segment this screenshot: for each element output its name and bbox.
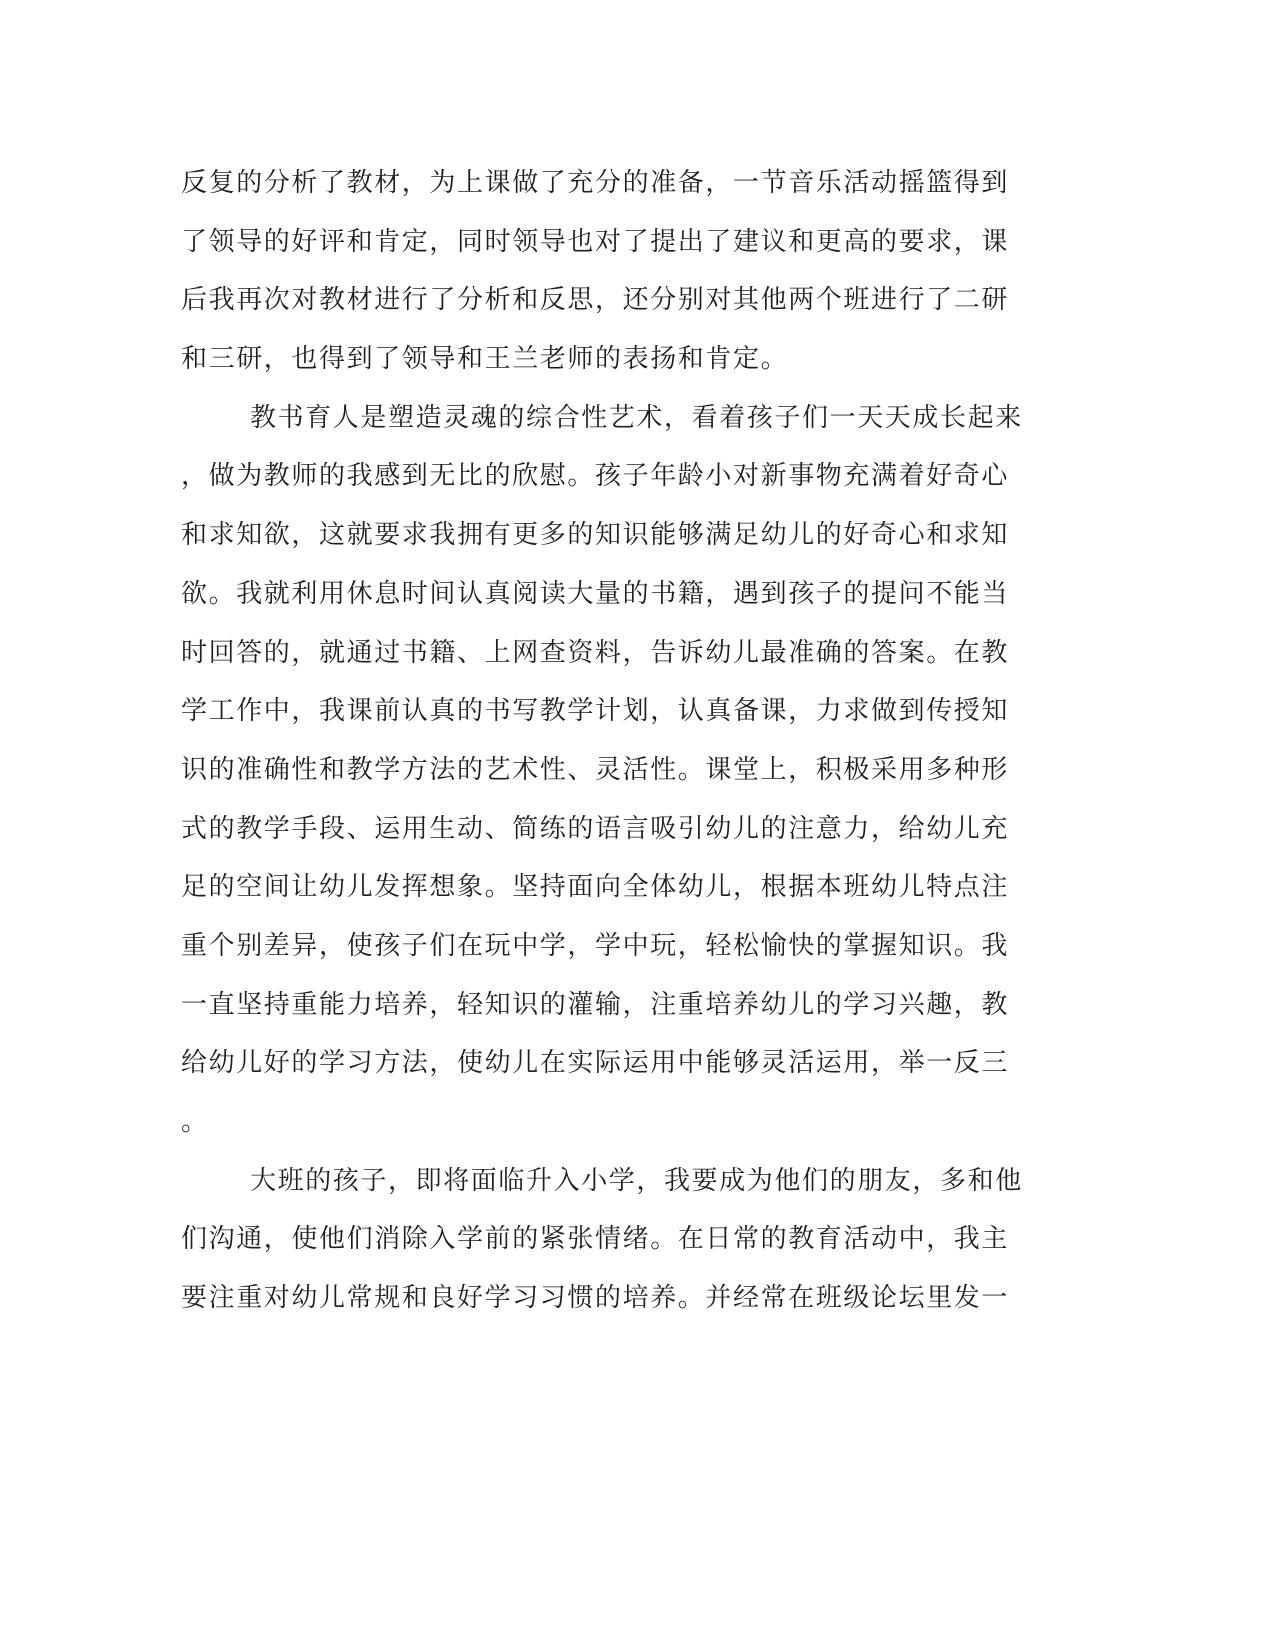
text-line: 足的空间让幼儿发挥想象。坚持面向全体幼儿，根据本班幼儿特点注 [181, 872, 1010, 903]
text-line: 一直坚持重能力培养，轻知识的灌输，注重培养幼儿的学习兴趣，教 [181, 989, 1010, 1020]
text-line: 和三研，也得到了领导和王兰老师的表扬和肯定。 [181, 344, 789, 375]
text-line: 重个别差异，使孩子们在玩中学，学中玩，轻松愉快的掌握知识。我 [181, 930, 1010, 961]
paragraph-3 [181, 1152, 1061, 1328]
text-line: 要注重对幼儿常规和良好学习习惯的培养。并经常在班级论坛里发一 [181, 1283, 1010, 1314]
text-line: 式的教学手段、运用生动、简练的语言吸引幼儿的注意力，给幼儿充 [181, 813, 1010, 844]
text-line: 学工作中，我课前认真的书写教学计划，认真备课，力求做到传授知 [181, 696, 1010, 727]
paragraph-2 [181, 389, 1061, 1152]
text-line: 识的准确性和教学方法的艺术性、灵活性。课堂上，积极采用多种形 [181, 754, 1010, 785]
text-line: 给幼儿好的学习方法，使幼儿在实际运用中能够灵活运用，举一反三 [181, 1048, 1010, 1079]
text-line: 欲。我就利用休息时间认真阅读大量的书籍，遇到孩子的提问不能当 [181, 578, 1010, 609]
text-line: 反复的分析了教材，为上课做了充分的准备，一节音乐活动摇篮得到 [181, 168, 1010, 198]
text-line: 后我再次对教材进行了分析和反思，还分别对其他两个班进行了二研 [181, 285, 1010, 316]
text-line: 教书育人是塑造灵魂的综合性艺术，看着孩子们一天天成长起来 [250, 402, 1023, 433]
text-line: 大班的孩子，即将面临升入小学，我要成为他们的朋友，多和他 [250, 1165, 1023, 1196]
paragraph-1 [181, 154, 1061, 389]
text-line: 和求知欲，这就要求我拥有更多的知识能够满足幼儿的好奇心和求知 [181, 520, 1010, 551]
text-line: 们沟通，使他们消除入学前的紧张情绪。在日常的教育活动中，我主 [181, 1224, 1010, 1255]
text-line: 时回答的，就通过书籍、上网查资料，告诉幼儿最准确的答案。在教 [181, 637, 1010, 668]
body-text [181, 154, 1061, 1328]
text-line: 。 [181, 1107, 209, 1137]
text-line: 了领导的好评和肯定，同时领导也对了提出了建议和更高的要求，课 [181, 226, 1010, 257]
text-line: ，做为教师的我感到无比的欣慰。孩子年龄小对新事物充满着好奇心 [181, 461, 1010, 492]
